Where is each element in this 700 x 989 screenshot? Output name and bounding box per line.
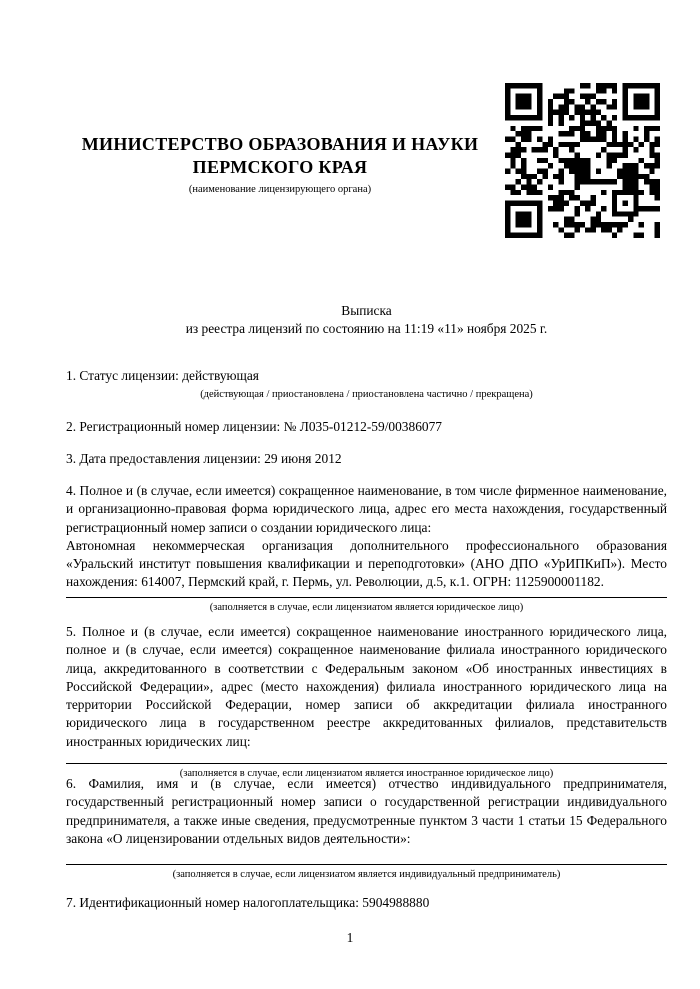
item-legal-entity bbox=[66, 482, 667, 614]
individual-entrepreneur-question: 6. Фамилия, имя и (в случае, если имеется) отчество индивидуального предпринимателя, государственный регистрационный номер записи о государственной регистрации индивидуального предпринимателя, а также иные сведения, предусмотренные пунктом 3 части 1 статьи 15 Федерального закона «О лицензировании отдельных видов деятельности»: bbox=[66, 776, 667, 846]
taxpayer-id-text: 7. Идентификационный номер налогоплательщика: 5904988880 bbox=[66, 895, 430, 910]
legal-entity-fill-line bbox=[66, 596, 667, 598]
individual-entrepreneur-caption: (заполняется в случае, если лицензиатом является индивидуальный предприниматель) bbox=[172, 869, 561, 881]
document-title bbox=[66, 302, 667, 339]
legal-entity-answer: Автономная некоммерческая организация дополнительного профессионального образования «Уральский институт повышения квалификации и переподготовки» (АНО ДПО «УрИПКиП»). Место нахождения: 614007, Пермский край, г. Пермь, ул. Революции, д.5, к.1. ОГРН: 1125900001182. bbox=[66, 537, 667, 590]
ministry-name-line1: МИНИСТЕРСТВО ОБРАЗОВАНИЯ И НАУКИ bbox=[81, 134, 479, 154]
authority-field-caption: (наименование лицензирующего органа) bbox=[188, 184, 372, 195]
legal-entity-caption: (заполняется в случае, если лицензиатом является юридическое лицо) bbox=[209, 601, 524, 613]
foreign-entity-question: 5. Полное и (в случае, если имеется) сокращенное наименование иностранного юридического лица, полное и (в случае, если имеется) сокращенное наименование филиала иностранного юридического лица, аккредитованного в соответствии с Федеральным законом «Об иностранных инвестициях в Российской Федерации», адрес (место нахождения) филиала иностранного юридического лица на территории Российской Федерации, номер записи об аккредитации филиала иностранного юридического лица в государственном реестре аккредитованных филиалов, представительств иностранных юридических лиц: bbox=[66, 624, 667, 749]
registration-number-text: 2. Регистрационный номер лицензии: № Л035-01212-59/00386077 bbox=[66, 419, 442, 434]
document-title-line1: Выписка bbox=[341, 303, 392, 318]
item-taxpayer-id bbox=[66, 894, 667, 912]
ministry-name-line2: ПЕРМСКОГО КРАЯ bbox=[192, 157, 368, 177]
item-grant-date bbox=[66, 450, 667, 468]
document-title-line2: из реестра лицензий по состоянию на 11:19 «11» ноября 2025 г. bbox=[185, 321, 548, 337]
item-registration-number bbox=[66, 418, 667, 436]
page-number: 1 bbox=[346, 930, 354, 945]
grant-date-text: 3. Дата предоставления лицензии: 29 июня 2012 bbox=[66, 451, 342, 466]
item-license-status bbox=[66, 367, 667, 401]
foreign-entity-caption: (заполняется в случае, если лицензиатом является иностранное юридическое лицо) bbox=[179, 768, 554, 780]
legal-entity-question: 4. Полное и (в случае, если имеется) сокращенное наименование, в том числе фирменное наименование, и организационно-правовая форма юридического лица, адрес его места нахождения, государственный регистрационный номер записи о создании юридического лица: bbox=[66, 483, 667, 535]
licensing-authority-header bbox=[30, 133, 530, 196]
item-foreign-entity bbox=[66, 623, 667, 780]
license-status-caption: (действующая / приостановлена / приостановлена частично / прекращена) bbox=[200, 389, 533, 401]
individual-entrepreneur-fill-line bbox=[66, 863, 667, 865]
license-status-text: 1. Статус лицензии: действующая bbox=[66, 368, 259, 383]
foreign-entity-fill-line bbox=[66, 762, 667, 764]
item-individual-entrepreneur bbox=[66, 775, 667, 881]
qr-code-icon bbox=[505, 83, 660, 238]
